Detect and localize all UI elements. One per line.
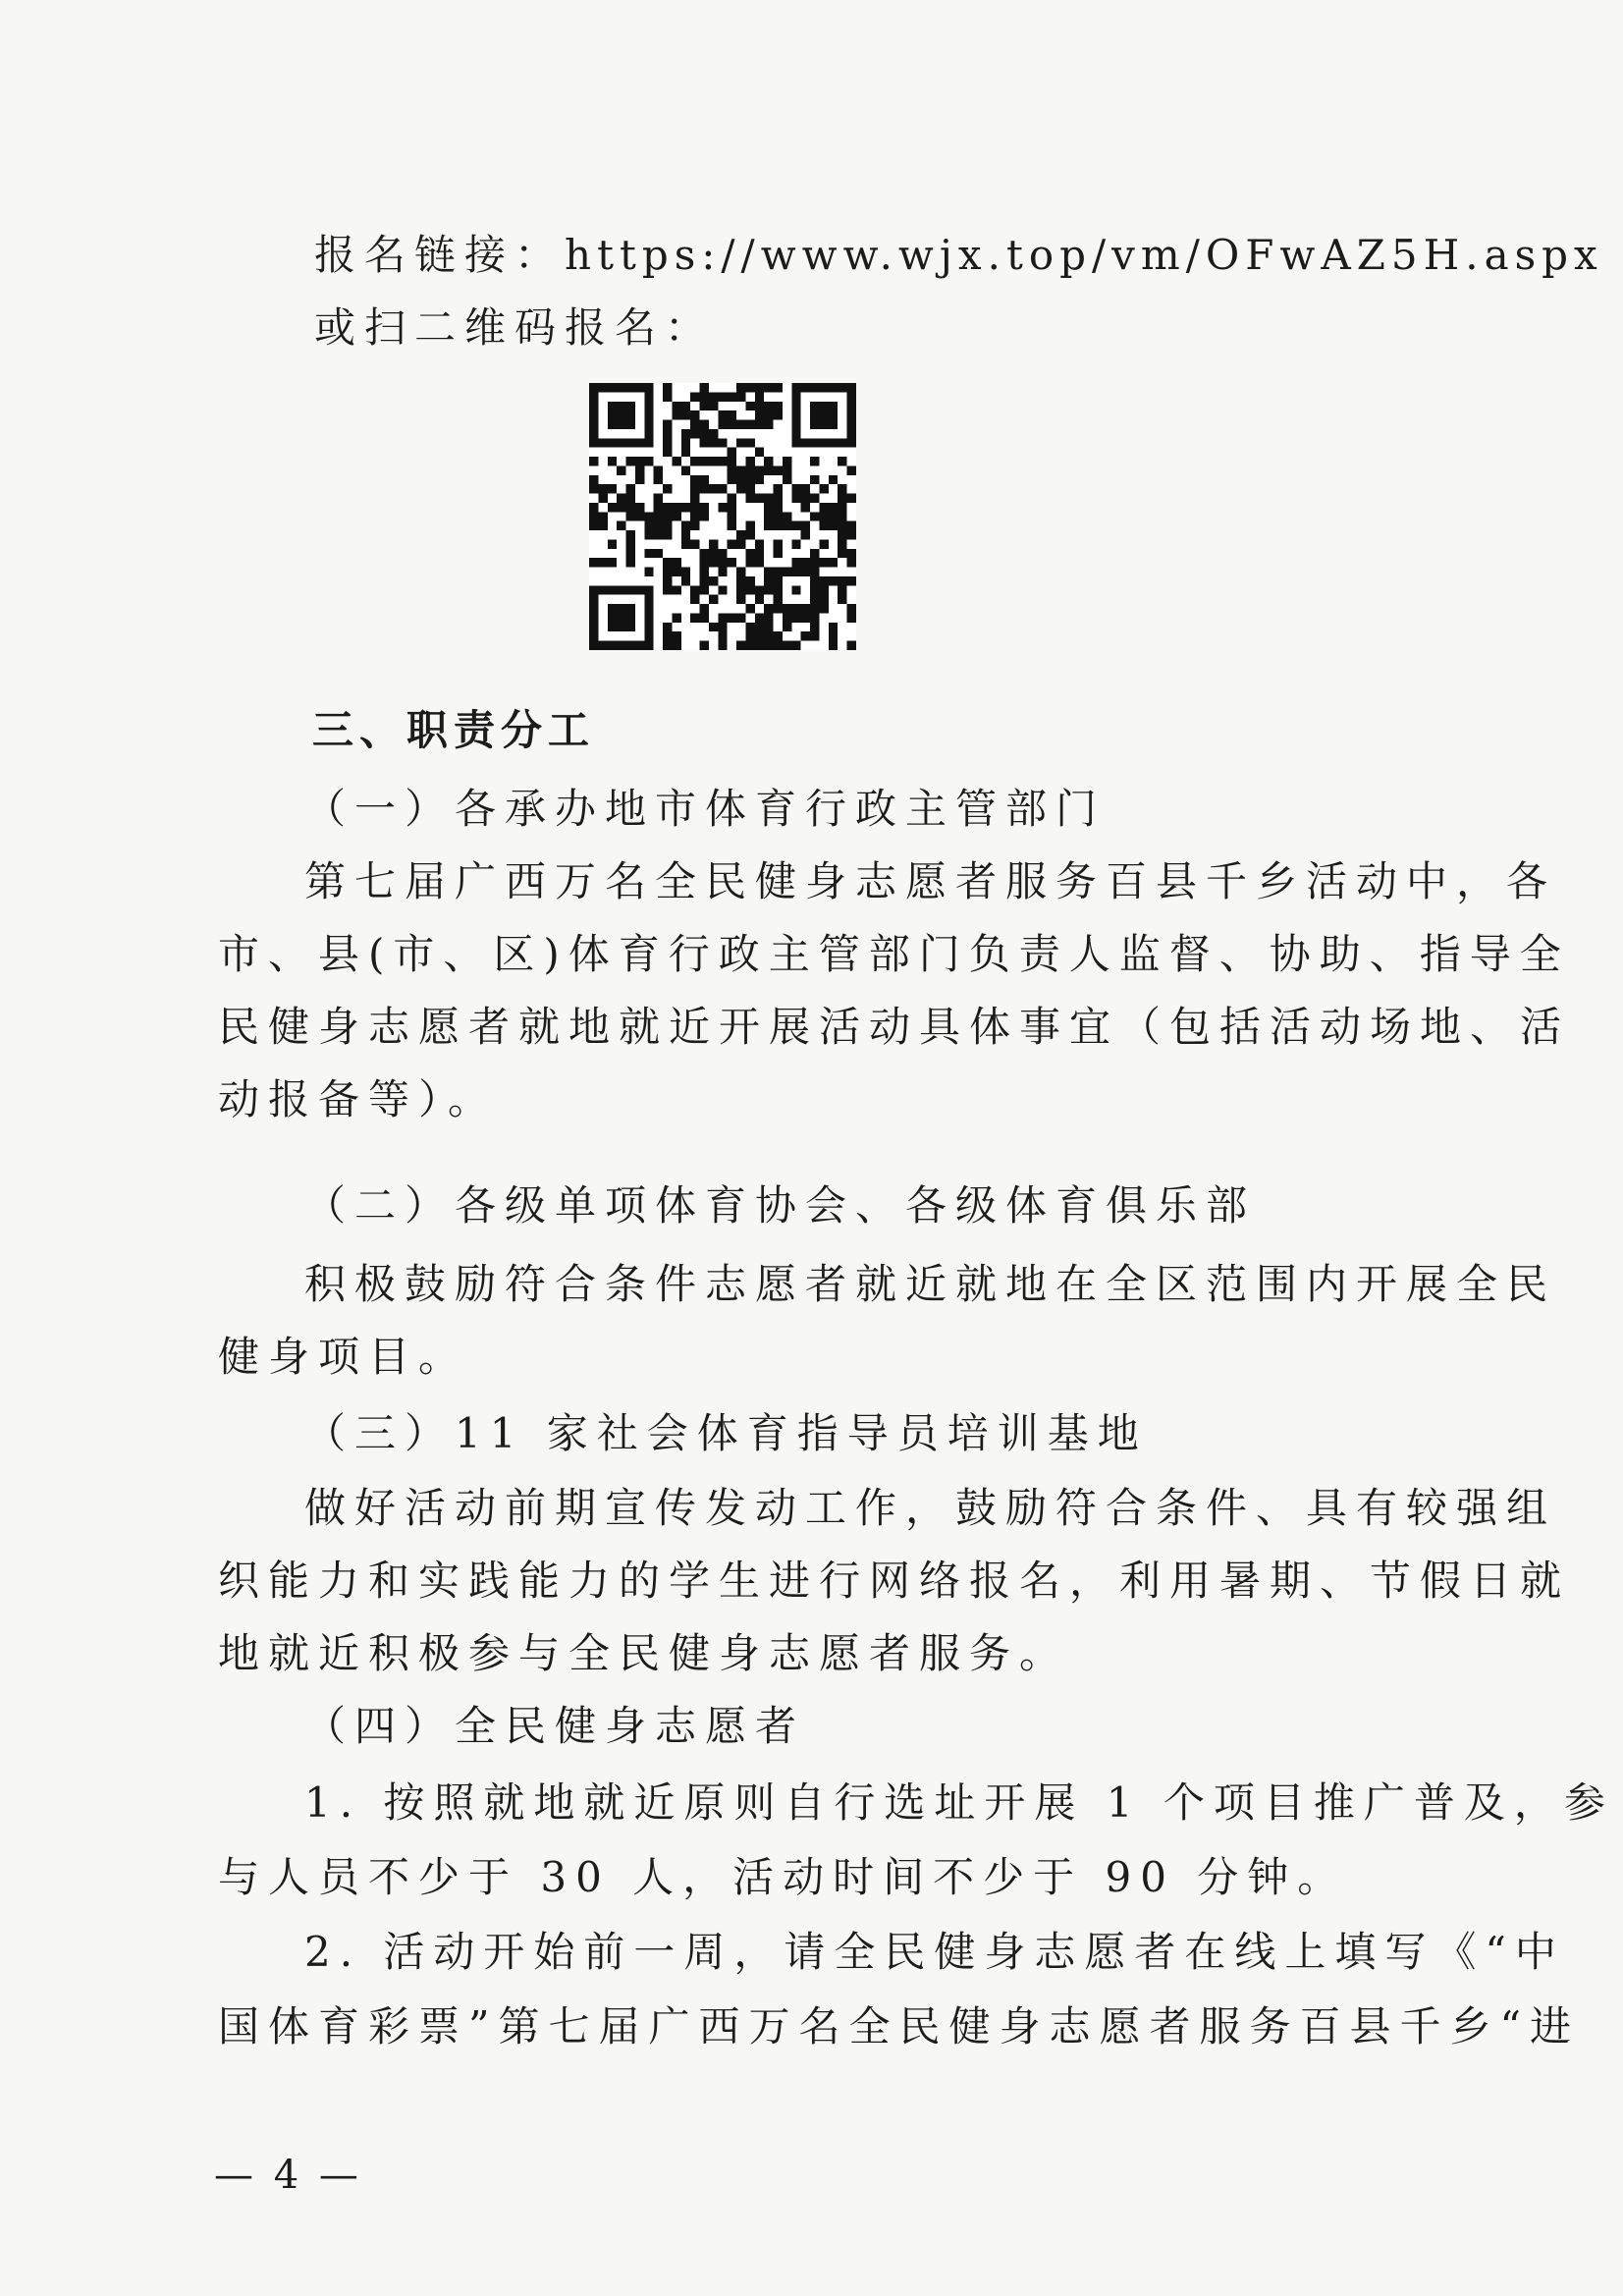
registration-link-line [314, 228, 1603, 283]
sub1-heading: （一）各承办地市体育行政主管部门 [304, 785, 1107, 833]
sub1-line-3: 民健身志愿者就地就近开展活动具体事宜（包括活动场地、活 [218, 1003, 1571, 1051]
sub1-line-2: 市、县(市、区)体育行政主管部门负责人监督、协助、指导全 [218, 930, 1570, 978]
registration-link-url[interactable]: https://www.wjx.top/vm/OFwAZ5H.aspx [565, 231, 1603, 279]
sub1-line-1: 第七届广西万名全民健身志愿者服务百县千乡活动中，各 [304, 857, 1557, 905]
sub2-line-1: 积极鼓励符合条件志愿者就近就地在全区范围内开展全民 [304, 1260, 1557, 1308]
section3-title: 三、职责分工 [312, 706, 596, 754]
sub3-line-1: 做好活动前期宣传发动工作，鼓励符合条件、具有较强组 [304, 1484, 1557, 1532]
registration-link-label: 报名链接： [314, 231, 566, 279]
sub3-line-3: 地就近积极参与全民健身志愿者服务。 [218, 1629, 1070, 1677]
sub4-line-1: 1. 按照就地就近原则自行选址开展 1 个项目推广普及，参 [304, 1778, 1614, 1827]
qr-code-image[interactable] [589, 383, 856, 650]
sub2-heading: （二）各级单项体育协会、各级体育俱乐部 [304, 1181, 1257, 1230]
sub3-heading: （三）11 家社会体育指导员培训基地 [304, 1409, 1148, 1457]
sub4-line-3: 2. 活动开始前一周，请全民健身志愿者在线上填写《“中 [304, 1928, 1565, 1976]
sub3-line-2: 织能力和实践能力的学生进行网络报名，利用暑期、节假日就 [218, 1557, 1571, 1605]
sub2-line-2: 健身项目。 [218, 1333, 469, 1381]
page-number: — 4 — [214, 2153, 362, 2198]
qr-prompt: 或扫二维码报名： [314, 303, 716, 352]
qr-code-graphic [589, 383, 856, 650]
sub4-line-4: 国体育彩票”第七届广西万名全民健身志愿者服务百县千乡“进 [218, 2002, 1580, 2050]
sub4-heading: （四）全民健身志愿者 [304, 1702, 806, 1750]
sub4-line-2: 与人员不少于 30 人，活动时间不少于 90 分钟。 [218, 1853, 1348, 1901]
sub1-line-4: 动报备等）。 [218, 1075, 499, 1123]
